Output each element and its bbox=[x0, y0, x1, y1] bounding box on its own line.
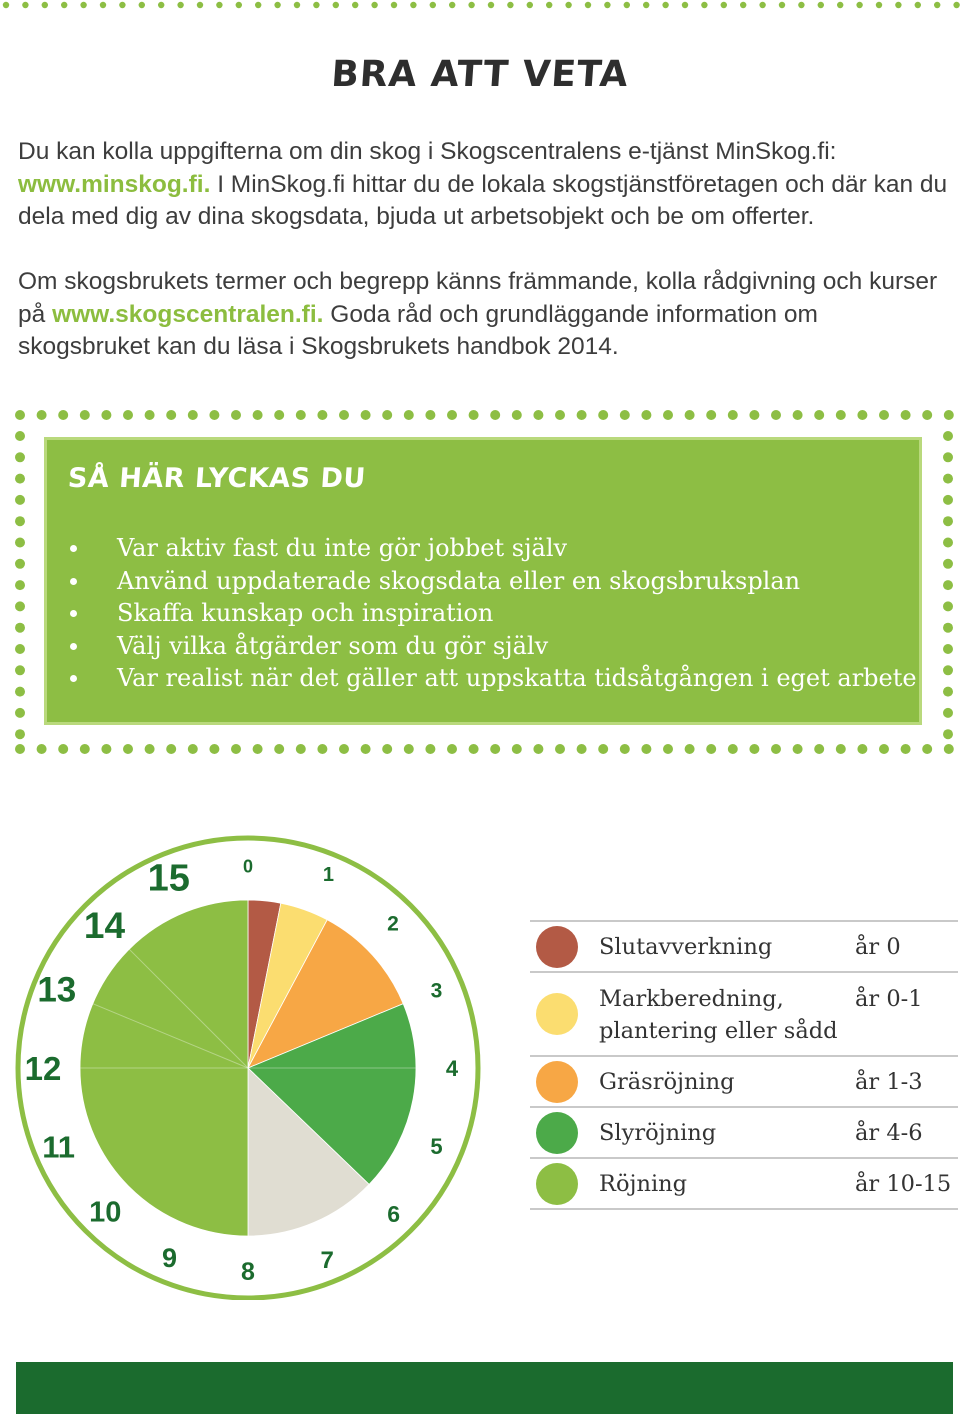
legend-label: Slutavverkning bbox=[599, 934, 773, 960]
frame-dot bbox=[943, 559, 953, 569]
frame-dot bbox=[793, 744, 803, 754]
frame-dot bbox=[793, 410, 803, 420]
border-dot bbox=[682, 2, 688, 8]
tip-item bbox=[70, 662, 917, 695]
frame-dot bbox=[447, 744, 457, 754]
frame-dot bbox=[123, 744, 133, 754]
clock-label-2: 2 bbox=[387, 912, 399, 936]
border-dot bbox=[80, 2, 86, 8]
frame-dot bbox=[15, 601, 25, 611]
frame-dot bbox=[37, 744, 47, 754]
minskog-link[interactable]: www.minskog.fi. bbox=[18, 170, 211, 198]
tip-item bbox=[70, 630, 917, 663]
frame-dot bbox=[879, 744, 889, 754]
tip-text: Skaffa kunskap och inspiration bbox=[117, 599, 494, 627]
frame-dot bbox=[188, 410, 198, 420]
frame-dot bbox=[15, 452, 25, 462]
tips-list bbox=[70, 532, 917, 695]
forest-cycle-clock-chart bbox=[0, 820, 520, 1300]
frame-dot bbox=[209, 744, 219, 754]
border-dot bbox=[934, 2, 940, 8]
border-dot bbox=[177, 2, 183, 8]
frame-dot bbox=[15, 687, 25, 697]
border-dot bbox=[197, 2, 203, 8]
frame-dot bbox=[274, 410, 284, 420]
frame-dot bbox=[37, 410, 47, 420]
border-dot bbox=[3, 2, 9, 8]
frame-dot bbox=[944, 744, 954, 754]
frame-dot bbox=[620, 410, 630, 420]
frame-dot bbox=[943, 431, 953, 441]
frame-dot bbox=[706, 744, 716, 754]
intro-line-1: Du kan kolla uppgifterna om din skog i Skogscentralens e-tjänst MinSkog.fi: bbox=[18, 138, 837, 165]
border-dot bbox=[565, 2, 571, 8]
top-dotted-border bbox=[0, 0, 960, 12]
footer-bar bbox=[16, 1362, 953, 1414]
frame-dot bbox=[943, 708, 953, 718]
frame-dot bbox=[361, 744, 371, 754]
frame-dot bbox=[685, 410, 695, 420]
frame-dot bbox=[706, 410, 716, 420]
clock-label-12: 12 bbox=[24, 1049, 62, 1087]
frame-dot bbox=[123, 410, 133, 420]
border-dot bbox=[42, 2, 48, 8]
frame-dot bbox=[555, 410, 565, 420]
frame-dot bbox=[15, 559, 25, 569]
frame-dot bbox=[663, 410, 673, 420]
frame-dot bbox=[80, 744, 90, 754]
legend-row bbox=[530, 1106, 958, 1157]
frame-dot bbox=[425, 410, 435, 420]
clock-label-9: 9 bbox=[161, 1243, 178, 1274]
frame-dot bbox=[80, 410, 90, 420]
frame-dot bbox=[317, 744, 327, 754]
frame-dot bbox=[901, 744, 911, 754]
frame-dot bbox=[943, 729, 953, 739]
frame-dot bbox=[663, 744, 673, 754]
frame-dot bbox=[620, 744, 630, 754]
border-dot bbox=[585, 2, 591, 8]
border-dot bbox=[798, 2, 804, 8]
clock-label-4: 4 bbox=[445, 1055, 459, 1081]
frame-dot bbox=[404, 744, 414, 754]
frame-dot bbox=[15, 744, 25, 754]
border-dot bbox=[643, 2, 649, 8]
frame-dot bbox=[253, 744, 263, 754]
bullet-icon bbox=[70, 643, 77, 650]
border-dot bbox=[915, 2, 921, 8]
clock-label-5: 5 bbox=[430, 1134, 443, 1159]
frame-dot bbox=[296, 410, 306, 420]
frame-dot bbox=[166, 410, 176, 420]
frame-dot bbox=[382, 744, 392, 754]
frame-dot bbox=[771, 410, 781, 420]
frame-dot bbox=[749, 410, 759, 420]
terms-before: Om skogsbrukets termer och begrepp känns främmande, kolla rådgivning och kurser på bbox=[18, 268, 938, 328]
clock-label-10: 10 bbox=[89, 1196, 122, 1229]
frame-dot bbox=[231, 410, 241, 420]
border-dot bbox=[313, 2, 319, 8]
border-dot bbox=[507, 2, 513, 8]
frame-dot bbox=[361, 410, 371, 420]
tip-text: Var realist när det gäller att uppskatta tidsåtgången i eget arbete bbox=[117, 664, 917, 692]
frame-dot bbox=[879, 410, 889, 420]
legend-label: Röjning bbox=[599, 1171, 688, 1197]
frame-dot bbox=[943, 644, 953, 654]
legend-period: år 10-15 bbox=[855, 1171, 952, 1197]
tip-text: Välj vilka åtgärder som du gör själv bbox=[117, 631, 549, 660]
border-dot bbox=[953, 2, 959, 8]
border-dot bbox=[468, 2, 474, 8]
frame-dot bbox=[15, 665, 25, 675]
frame-dot bbox=[555, 744, 565, 754]
border-dot bbox=[236, 2, 242, 8]
border-dot bbox=[158, 2, 164, 8]
skogscentralen-link[interactable]: www.skogscentralen.fi. bbox=[52, 300, 324, 328]
frame-dot bbox=[598, 744, 608, 754]
legend-swatch bbox=[536, 1061, 578, 1103]
intro-paragraph bbox=[18, 136, 952, 234]
tips-title: SÅ HÄR LYCKAS DU bbox=[66, 463, 367, 494]
frame-dot bbox=[577, 744, 587, 754]
legend-row bbox=[530, 971, 958, 1055]
frame-dot bbox=[814, 744, 824, 754]
legend-label: Gräsröjning bbox=[599, 1069, 735, 1095]
frame-dot bbox=[512, 410, 522, 420]
border-dot bbox=[352, 2, 358, 8]
bullet-icon bbox=[70, 578, 77, 585]
clock-label-11: 11 bbox=[42, 1129, 75, 1165]
frame-dot bbox=[339, 410, 349, 420]
frame-dot bbox=[15, 644, 25, 654]
frame-dot bbox=[490, 410, 500, 420]
frame-dot bbox=[15, 623, 25, 633]
border-dot bbox=[449, 2, 455, 8]
frame-dot bbox=[166, 744, 176, 754]
border-dot bbox=[856, 2, 862, 8]
border-dot bbox=[119, 2, 125, 8]
terms-paragraph bbox=[18, 266, 952, 364]
frame-dot bbox=[836, 744, 846, 754]
frame-dot bbox=[901, 410, 911, 420]
legend-row bbox=[530, 1157, 958, 1210]
clock-label-3: 3 bbox=[430, 979, 443, 1003]
frame-dot bbox=[749, 744, 759, 754]
frame-dot bbox=[771, 744, 781, 754]
bullet-icon bbox=[70, 610, 77, 617]
legend-period: år 1-3 bbox=[855, 1069, 923, 1095]
terms-after: Goda råd och grundläggande information om skogsbruket kan du läsa i Skogsbrukets handbok 2014. bbox=[18, 300, 818, 360]
frame-dot bbox=[943, 538, 953, 548]
legend-swatch bbox=[536, 993, 578, 1035]
frame-dot bbox=[15, 474, 25, 484]
frame-dot bbox=[598, 410, 608, 420]
frame-dot bbox=[15, 538, 25, 548]
border-dot bbox=[216, 2, 222, 8]
frame-dot bbox=[145, 410, 155, 420]
frame-dot bbox=[922, 744, 932, 754]
frame-dot bbox=[469, 744, 479, 754]
frame-dot bbox=[15, 410, 25, 420]
border-dot bbox=[759, 2, 765, 8]
frame-dot bbox=[943, 687, 953, 697]
frame-dot bbox=[447, 410, 457, 420]
border-dot bbox=[100, 2, 106, 8]
border-dot bbox=[546, 2, 552, 8]
frame-dot bbox=[533, 744, 543, 754]
frame-dot bbox=[944, 410, 954, 420]
clock-label-6: 6 bbox=[387, 1200, 401, 1227]
frame-dot bbox=[188, 744, 198, 754]
frame-dot bbox=[533, 410, 543, 420]
border-dot bbox=[139, 2, 145, 8]
frame-dot bbox=[943, 601, 953, 611]
legend-swatch bbox=[536, 926, 578, 968]
legend-row bbox=[530, 1055, 958, 1106]
frame-dot bbox=[317, 410, 327, 420]
legend-period: år 0-1 bbox=[855, 986, 923, 1012]
tip-item bbox=[70, 597, 917, 630]
frame-dot bbox=[814, 410, 824, 420]
frame-dot bbox=[15, 431, 25, 441]
border-dot bbox=[488, 2, 494, 8]
tip-text: Var aktiv fast du inte gör jobbet själv bbox=[117, 534, 568, 562]
frame-dot bbox=[15, 580, 25, 590]
border-dot bbox=[527, 2, 533, 8]
border-dot bbox=[779, 2, 785, 8]
bullet-icon bbox=[70, 675, 77, 682]
clock-label-14: 14 bbox=[83, 904, 126, 946]
page-title: BRA ATT VETA bbox=[329, 54, 631, 95]
frame-dot bbox=[274, 744, 284, 754]
legend-swatch bbox=[536, 1112, 578, 1154]
clock-label-1: 1 bbox=[322, 864, 334, 887]
frame-dot bbox=[922, 410, 932, 420]
intro-rest: I MinSkog.fi hittar du de lokala skogstjänstföretagen och där kan du dela med dig av dina skogsdata, bjuda ut arbetsobjekt och be om offerter. bbox=[18, 170, 948, 230]
frame-dot bbox=[231, 744, 241, 754]
clock-label-13: 13 bbox=[37, 970, 77, 1010]
frame-dot bbox=[469, 410, 479, 420]
frame-dot bbox=[296, 744, 306, 754]
border-dot bbox=[818, 2, 824, 8]
clock-label-0: 0 bbox=[242, 856, 254, 877]
border-dot bbox=[61, 2, 67, 8]
frame-dot bbox=[943, 623, 953, 633]
frame-dot bbox=[836, 410, 846, 420]
border-dot bbox=[371, 2, 377, 8]
legend-period: år 0 bbox=[855, 934, 901, 960]
border-dot bbox=[895, 2, 901, 8]
clock-label-15: 15 bbox=[147, 857, 190, 900]
tip-item bbox=[70, 532, 917, 565]
border-dot bbox=[333, 2, 339, 8]
frame-dot bbox=[857, 744, 867, 754]
border-dot bbox=[837, 2, 843, 8]
frame-dot bbox=[404, 410, 414, 420]
border-dot bbox=[740, 2, 746, 8]
border-dot bbox=[624, 2, 630, 8]
legend-row bbox=[530, 920, 958, 971]
frame-dot bbox=[15, 708, 25, 718]
frame-dot bbox=[101, 410, 111, 420]
frame-dot bbox=[209, 410, 219, 420]
bullet-icon bbox=[70, 545, 77, 552]
frame-dot bbox=[382, 410, 392, 420]
frame-dot bbox=[253, 410, 263, 420]
frame-dot bbox=[15, 495, 25, 505]
border-dot bbox=[274, 2, 280, 8]
frame-dot bbox=[641, 744, 651, 754]
clock-label-8: 8 bbox=[241, 1258, 255, 1286]
border-dot bbox=[604, 2, 610, 8]
legend-period: år 4-6 bbox=[855, 1120, 923, 1146]
frame-dot bbox=[943, 516, 953, 526]
frame-dot bbox=[943, 665, 953, 675]
border-dot bbox=[662, 2, 668, 8]
frame-dot bbox=[728, 744, 738, 754]
frame-dot bbox=[490, 744, 500, 754]
frame-dot bbox=[145, 744, 155, 754]
chart-legend bbox=[530, 920, 958, 1210]
border-dot bbox=[22, 2, 28, 8]
frame-dot bbox=[58, 744, 68, 754]
frame-dot bbox=[685, 744, 695, 754]
legend-label: Markberedning, plantering eller sådd bbox=[599, 986, 838, 1044]
legend-swatch bbox=[536, 1163, 578, 1205]
frame-dot bbox=[339, 744, 349, 754]
frame-dot bbox=[943, 495, 953, 505]
frame-dot bbox=[512, 744, 522, 754]
border-dot bbox=[410, 2, 416, 8]
border-dot bbox=[391, 2, 397, 8]
tip-text: Använd uppdaterade skogsdata eller en skogsbruksplan bbox=[117, 566, 801, 595]
border-dot bbox=[294, 2, 300, 8]
frame-dot bbox=[101, 744, 111, 754]
frame-dot bbox=[943, 474, 953, 484]
tip-item bbox=[70, 565, 917, 598]
frame-dot bbox=[943, 452, 953, 462]
frame-dot bbox=[857, 410, 867, 420]
legend-label: Slyröjning bbox=[599, 1120, 717, 1146]
frame-dot bbox=[943, 580, 953, 590]
border-dot bbox=[701, 2, 707, 8]
frame-dot bbox=[58, 410, 68, 420]
frame-dot bbox=[15, 729, 25, 739]
border-dot bbox=[255, 2, 261, 8]
frame-dot bbox=[641, 410, 651, 420]
frame-dot bbox=[425, 744, 435, 754]
border-dot bbox=[721, 2, 727, 8]
border-dot bbox=[876, 2, 882, 8]
clock-label-7: 7 bbox=[320, 1246, 334, 1274]
frame-dot bbox=[577, 410, 587, 420]
frame-dot bbox=[15, 516, 25, 526]
border-dot bbox=[430, 2, 436, 8]
frame-dot bbox=[728, 410, 738, 420]
